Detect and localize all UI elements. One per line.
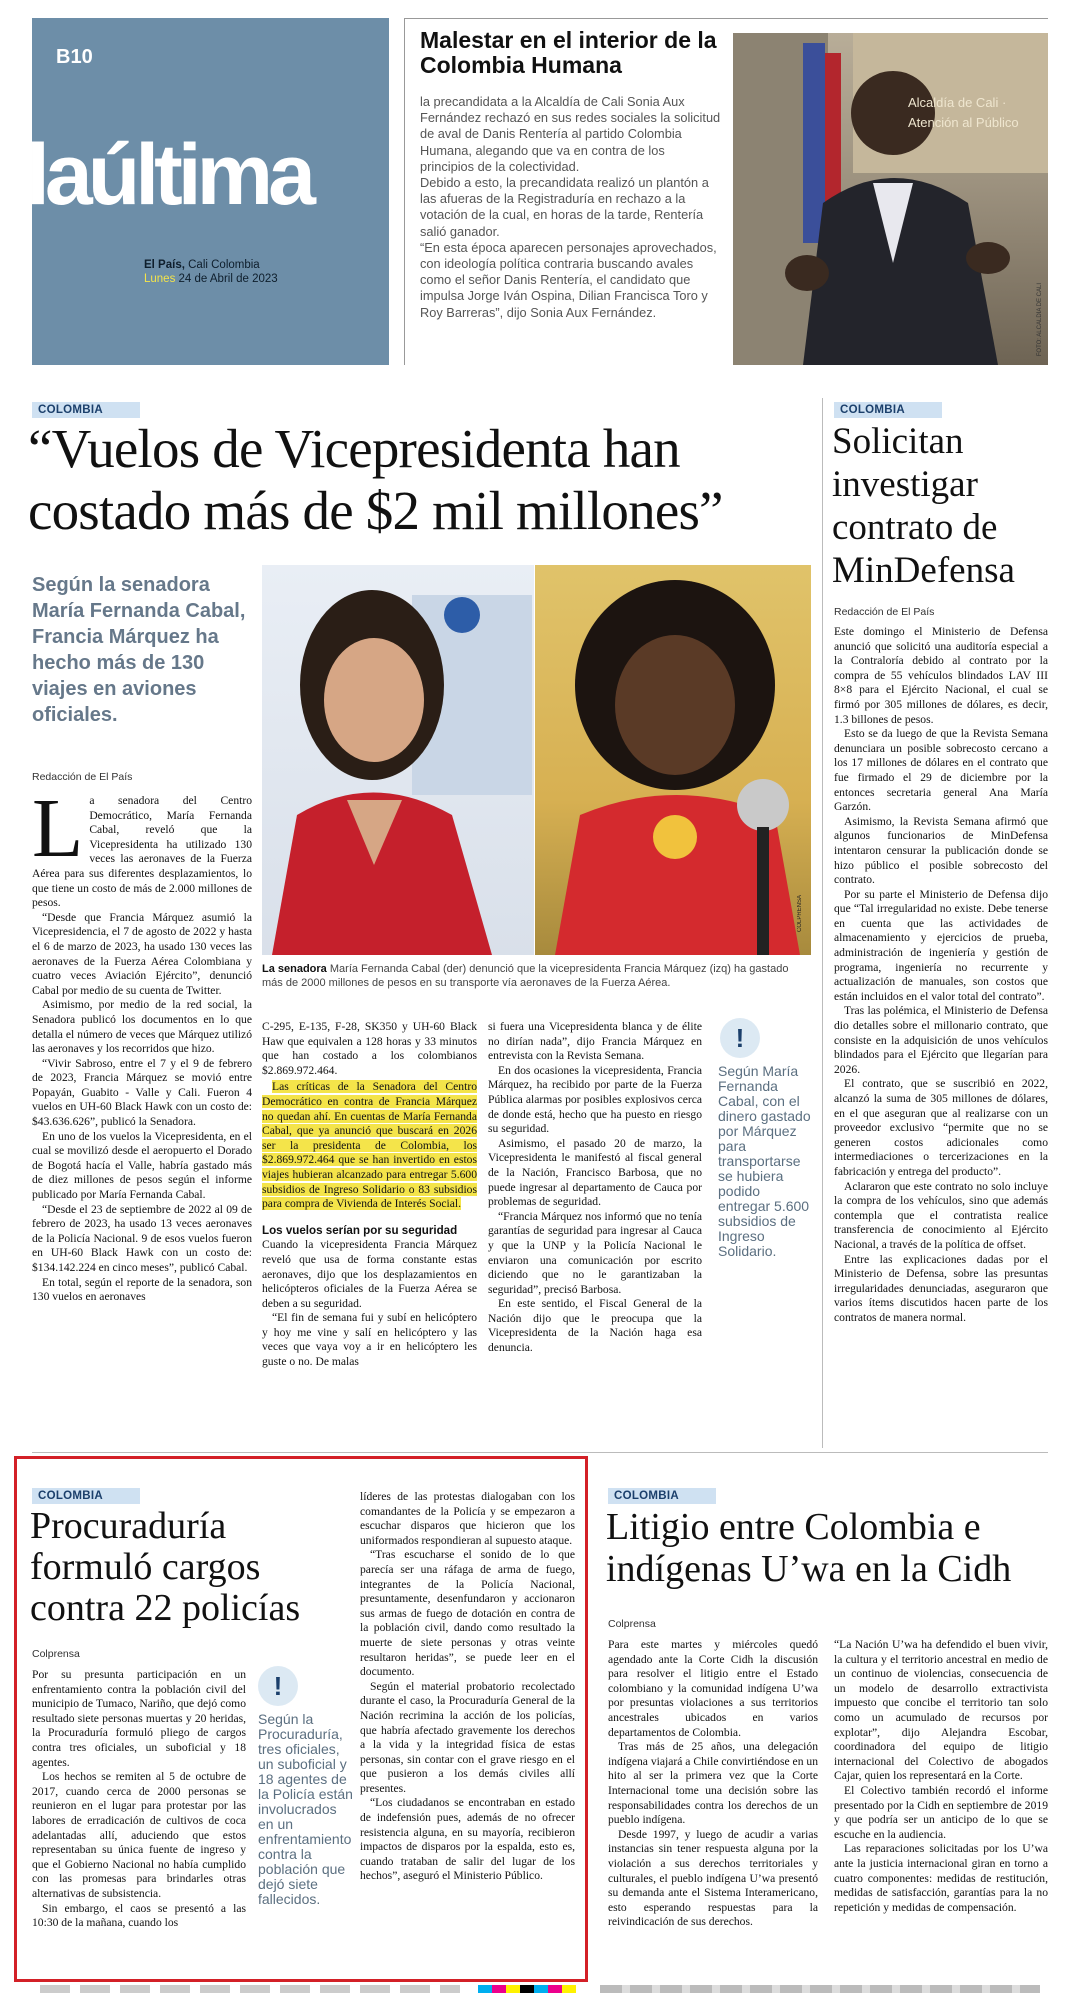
uwa-paragraph: Las reparaciones solicitadas por los U’wa ante la justicia internacional giran en torno a cuatro componentes: medidas de restitución, medidas de satisfacción, garantías para la no repetición y medidas de compensación. — [834, 1842, 1048, 1914]
top-story-paragraph: Debido a esto, la precandidata realizó un plantón a las afueras de la Registraduría en rechazo a la votación de la cual, en horas de la tarde, Rentería salió ganador. — [420, 175, 709, 239]
side-story-byline: Redacción de El País — [834, 606, 935, 618]
print-registration-bar — [478, 1985, 576, 1993]
main-paragraph: “Desde que Francia Márquez asumió la Vicepresidencia, el 7 de agosto de 2022 y hasta el 6 de marzo de 2023, ha usado 130 veces las aeronaves de la Fuerza Aérea Colombiana y cuatro veces Aviación Ejército”, denunció Cabal por medio de su cuenta de Twitter. — [32, 910, 252, 997]
main-paragraph: a senadora del Centro Democrático, María Fernanda Cabal, reveló que la Vicepresidenta ha utilizado 130 veces las aeronaves de la Fuerza Aérea para sus diferentes desplazamientos, lo que tiene un costo de más de 2.000 millones de pesos. — [32, 794, 252, 910]
color-swatch — [534, 1985, 548, 1993]
main-story-headline: “Vuelos de Vicepresidenta han costado más de $2 mil millones” — [28, 418, 723, 541]
man-in-suit-illustration — [733, 33, 1048, 365]
caption-lead: La senadora — [262, 963, 327, 975]
bottom-left-col1 — [32, 1668, 246, 1931]
main-paragraph: “Desde el 23 de septiembre de 2022 al 09 de febrero de 2023, ha usado 13 veces aeronaves de la Policía Nacional. 9 de esos vuelos fueron en UH-60 Black Hawk con un costo de: $134.142.224 en cinco meses”, publicó Cabal. — [32, 1202, 252, 1274]
side-story-headline: Solicitan investigar contrato de MinDefensa — [832, 421, 1015, 591]
bottom-right-col2 — [834, 1638, 1048, 1915]
exclamation-icon: ! — [258, 1666, 298, 1706]
section-divider — [32, 1452, 1048, 1453]
main-story-deck: Según la senadora María Fernanda Cabal, Francia Márquez ha hecho más de 130 viajes en aviones oficiales. — [32, 574, 246, 726]
procuraduria-paragraph: líderes de las protestas dialogaban con los comandantes de la Policía y se empezaron a escuchar disparos que hicieron que los uniformados respondieran al supuesto ataque. — [360, 1490, 575, 1547]
color-swatch — [548, 1985, 562, 1993]
print-gray-bar — [40, 1985, 460, 1993]
top-photo-credit: FOTO: ALCALDÍA DE CALI — [1037, 283, 1043, 357]
bottom-right-tag: COLOMBIA — [608, 1488, 716, 1504]
main-story-tag: COLOMBIA — [32, 402, 140, 418]
bottom-left-col2 — [360, 1490, 575, 1884]
main-story-byline: Redacción de El País — [32, 771, 133, 783]
bottom-right-col1 — [608, 1638, 818, 1930]
page-number: B10 — [56, 46, 93, 68]
color-swatch — [492, 1985, 506, 1993]
exclamation-icon: ! — [720, 1018, 760, 1058]
main-pull-quote: Según María Fernanda Cabal, con el dinero gastado por Márquez para transportarse se hubiera podido entregar 5.600 subsidios de Ingreso Solidario. — [718, 1063, 811, 1259]
main-story-photo-marquez — [535, 565, 811, 955]
color-swatch — [478, 1985, 492, 1993]
paper-city: Cali Colombia — [184, 259, 260, 271]
highlighted-paragraph: Las críticas de la Senadora del Centro Democrático en contra de Francia Márquez no quedan ahí. En cuentas de María Fernanda Cabal, que ya anunció que buscará en 2026 ser la presidenta de Colombia, los $2.869.972.464 que se han invertido en estos viajes hubieran alcanzado para entregar 5.600 subsidios de Ingreso Solidario o 83 subsidios para compra de Vivienda de Interés Social. — [262, 1080, 477, 1211]
weekday: Lunes — [144, 273, 176, 285]
main-photo-credit: COLPRENSA — [797, 895, 803, 933]
procuraduria-paragraph: Sin embargo, el caos se presentó a las 10:30 de la mañana, cuando los — [32, 1901, 246, 1930]
main-paragraph: Asimismo, por medio de la red social, la Senadora publicó los documentos en lo que detalla el número de veces que Márquez utilizó las aeronaves y los recorridos que hizo. — [32, 998, 252, 1056]
side-story-body — [834, 625, 1048, 1326]
main-paragraph: En dos ocasiones la vicepresidenta, Francia Márquez, ha recibido por parte de la Fuerza Pública alarmas por posibles explosivos cerca de donde está, hecho que ha puesto en riesgo su seguridad. — [488, 1063, 702, 1136]
color-swatch — [520, 1985, 534, 1993]
main-photo-caption — [262, 962, 810, 990]
main-subhead: Los vuelos serían por su seguridad — [262, 1223, 458, 1237]
paper-name: El País, — [144, 259, 185, 271]
procuraduria-paragraph: Según el material probatorio recolectado durante el caso, la Procuraduría General de la Nación recrimina la acción de los policías, que habría afectado gravemente los derechos a la vida y la integridad física de estas personas, sin contar con el grave riesgo en el que pusieron a los demás civiles allí presentes. — [360, 1679, 575, 1795]
main-paragraph: “Francia Márquez nos informó que no tenía garantías de seguridad para ingresar al Cauca y que la UNP y la Policía Nacional le enviaron una comunicación por escrito diciendo que no le garantizaban la seguridad”, precisó Barbosa. — [488, 1209, 702, 1296]
uwa-paragraph: Desde 1997, y luego de acudir a varias instancias sin tener respuesta alguna por la violación a sus derechos territoriales y culturales, el pueblo indígena U’wa presentó su demanda ante el Sistema Interamericano, esto esperando respuestas para la reivindicación de sus derechos. — [608, 1827, 818, 1929]
side-paragraph: Aclararon que este contrato no solo incluye la compra de los vehículos, sino que además contempla que el contratista realice transferencia de conocimiento al Ejército Nacional, a través de la política de offset. — [834, 1179, 1048, 1251]
uwa-paragraph: Para este martes y miércoles quedó agendado ante la Corte Cidh la discusión para resolver el litigio entre el Estado colombiano y la comunidad indígena U’wa por presuntas violaciones a sus territorios ancestrales ubicados en varios departamentos de Colombia. — [608, 1638, 818, 1739]
top-story-paragraph: la precandidata a la Alcaldía de Cali Sonia Aux Fernández rechazó en sus redes sociales la solicitud de aval de Danis Rentería al partido Colombia Humana, alegando que va en contra de los principios de la colectividad. — [420, 94, 721, 174]
main-paragraph: Cuando la vicepresidenta Francia Márquez reveló que usa de forma constante estas aeronaves, dijo que los desplazamientos en helicópteros oficiales de la Fuerza Aérea se deben a su seguridad. — [262, 1238, 477, 1310]
main-paragraph: si fuera una Vicepresidenta blanca y de élite no dirían nada”, dijo Francia Márquez en entrevista con la Revista Semana. — [488, 1020, 702, 1063]
color-swatch — [562, 1985, 576, 1993]
main-paragraph: “El fin de semana fui y subí en helicóptero y hoy me vine y salí en helicóptero y las veces que vaya voy a ir en helicóptero les guste o no. De malas — [262, 1311, 477, 1369]
main-story-col2 — [262, 1020, 477, 1370]
side-story-tag: COLOMBIA — [834, 402, 942, 418]
side-paragraph: Por su parte el Ministerio de Defensa dijo que “Tal irregularidad no existe. Debe tenerse en cuenta que las actividades de almacenamiento y ejercicios de prueba, administración de ingeniería y gestión de programa, ingeniería no recurrente y actualización de manuales, son costos que están incluidos en el valor total del contrato”. — [834, 887, 1048, 1003]
masthead-panel — [26, 18, 389, 365]
masthead-dateline — [144, 258, 278, 286]
bottom-left-pull-quote: Según la Procuraduría, tres oficiales, un suboficial y 18 agentes de la Policía están involucrados en un enfrentamiento contra la población que dejó siete fallecidos. — [258, 1711, 353, 1907]
bottom-left-headline: Procuraduría formuló cargos contra 22 policías — [30, 1505, 301, 1629]
woman-red-coat-illustration — [262, 565, 534, 955]
bottom-right-byline: Colprensa — [608, 1618, 656, 1630]
caption-text: María Fernanda Cabal (der) denunció que la vicepresidenta Francia Márquez (izq) ha gastado más de 2000 millones de pesos en su transporte vía aeronaves de la Fuerza Aérea. — [262, 963, 789, 989]
side-paragraph: Esto se da luego de que la Revista Semana denunciara un posible sobrecosto cercano a los 17 millones de dólares en el contrato que fue firmado el 29 de diciembre por la entonces secretaria general Ana María Garzón. — [834, 727, 1048, 814]
uwa-paragraph: “La Nación U’wa ha defendido el buen vivir, la cultura y el territorio ancestral en medio de un continuo de violencias, consecuencia de un modelo de desarrollo extractivista impuesto que concibe el territorio tan solo como un acumulado de recursos por explotar”, dijo Alejandra Escobar, coordinadora del equipo de litigio internacional del Colectivo de abogados Cajar, quien los representará en la Corte. — [834, 1638, 1048, 1783]
main-paragraph: C-295, E-135, F-28, SK350 y UH-60 Black Haw que equivalen a 128 horas y 33 minutos que han costado a los colombianos $2.869.972.464. — [262, 1020, 477, 1077]
uwa-paragraph: Tras más de 25 años, una delegación indígena viajará a Chile convirtiéndose en un hito al ser la primera vez que la Corte Internacional tome una decisión sobre las responsabilidades contra los derechos de un pueblo indígena. — [608, 1740, 818, 1827]
main-story-col3 — [488, 1020, 702, 1356]
main-paragraph: En uno de los vuelos la Vicepresidenta, en el cual se movilizó desde el aeropuerto el Dorado de Bogotá hacía el Valle, habría gastado más de diez millones de pesos según el informe publicado por María Fernanda Cabal. — [32, 1129, 252, 1202]
top-story-paragraph: “En esta época aparecen personajes aprovechados, con ideología política contraria buscando avales como el señor Danis Rentería, el candidato que impulsa Jorge Iván Ospina, Dilian Francisca Toro y Roy Barreras”, dijo Sonia Aux Fernández. — [420, 239, 717, 320]
side-paragraph: Tras las polémica, el Ministerio de Defensa dio detalles sobre el millonario contrato, que consiste en la adquisición de unos vehículos blindados para el Ejército que llegarían para 2026. — [834, 1004, 1048, 1076]
main-paragraph: En este sentido, el Fiscal General de la Nación dijo que le preocupa que la Vicepresidenta de la Nación haga esa denuncia. — [488, 1297, 702, 1355]
color-swatch — [506, 1985, 520, 1993]
top-story-body — [420, 94, 722, 321]
top-story-photo — [733, 33, 1048, 365]
section-logo: laúltima — [26, 127, 311, 223]
drop-cap: L — [32, 782, 84, 875]
main-paragraph: En total, según el reporte de la senadora, son 130 vuelos en aeronaves — [32, 1275, 252, 1304]
main-story-photo-cabal — [262, 565, 534, 955]
side-paragraph: Entre las explicaciones dadas por el Ministerio de Defensa, sobre las presuntas irregularidades denunciadas, aseguraron que varios ítems discutidos hacen parte de los contratos de manera normal. — [834, 1252, 1048, 1324]
print-gray-bar — [600, 1985, 1040, 1993]
uwa-paragraph: El Colectivo también recordó el informe presentado por la Cidh en septiembre de 2019 y que podría ser un anticipo de lo que se escuche en la audiencia. — [834, 1783, 1048, 1841]
side-paragraph: Este domingo el Ministerio de Defensa anunció que solicitó una auditoría especial a la Contraloría debido al contrato por la compra de 55 vehículos blindados LAV III 8×8 para el Ejército Nacional, el cual se firmó por 305 millones de dólares, es decir, 1.3 billones de pesos. — [834, 625, 1048, 726]
main-paragraph: “Vivir Sabroso, entre el 7 y el 9 de febrero de 2023, Francia Márquez se movió entre Popayán, Guabito - Valle y Cali. Fueron 4 vuelos en UH-60 Black Hawk con un costo de: $43.636.626”, publicó la Senadora. — [32, 1056, 252, 1129]
issue-date: 24 de Abril de 2023 — [175, 273, 278, 285]
side-paragraph: Asimismo, la Revista Semana afirmó que algunos funcionarios de MinDefensa intentaron censurar la publicación donde se hizo público el posible sobrecosto del contrato. — [834, 814, 1048, 887]
procuraduria-paragraph: Los hechos se remiten al 5 de octubre de 2017, cuando cerca de 2000 personas se reunieron en el lugar para protestar por las labores de erradicación de cultivos de coca adelantadas allí, aduciendo que estos representaban su única fuente de ingreso y que el Gobierno Nacional no había cumplido con las promesas para brindarles otras alternativas de subsistencia. — [32, 1770, 246, 1900]
top-story-headline: Malestar en el interior de la Colombia Humana — [420, 27, 717, 78]
main-story-col1 — [32, 782, 252, 1305]
top-photo-sign: Alcaldía de Cali · Atención al Público — [908, 95, 1019, 130]
column-divider — [822, 398, 823, 1448]
woman-microphone-illustration — [535, 565, 811, 955]
bottom-left-tag: COLOMBIA — [32, 1488, 140, 1504]
side-paragraph: El contrato, que se suscribió en 2022, alcanzó la suma de 305 millones de dólares, en el que aseguran que al realizarse con un proveedor exclusivo “permite que no se generen costos adicionales como intermediaciones o tercerizaciones en la fabricación y entrega del producto”. — [834, 1077, 1048, 1178]
procuraduria-paragraph: Por su presunta participación en un enfrentamiento contra la población civil del municipio de Tumaco, Nariño, que dejó como resultado siete personas muertas y 20 heridas, la Procuraduría formuló pliego de cargos contra tres oficiales, un suboficial y 18 agentes. — [32, 1668, 246, 1769]
procuraduria-paragraph: “Los ciudadanos se encontraban en estado de indefensión pues, además de no ofrecer resistencia alguna, en su mayoría, recibieron impactos de disparos por la espalda, esto es, cuando trataban de salir del lugar de los hechos”, aseguró el Ministerio Público. — [360, 1796, 575, 1883]
bottom-right-headline: Litigio entre Colombia e indígenas U’wa en la Cidh — [606, 1506, 1012, 1590]
bottom-left-byline: Colprensa — [32, 1648, 80, 1660]
main-paragraph: Asimismo, el pasado 20 de marzo, la Vicepresidenta le manifestó al fiscal general de la Nación, Francisco Barbosa, que no puede ingresar al departamento de Cauca por problemas de seguridad. — [488, 1136, 702, 1209]
procuraduria-paragraph: “Tras escucharse el sonido de lo que parecía ser una ráfaga de arma de fuego, integrantes de la Policía Nacional, presuntamente, desenfundaron y accionaron sus armas de fuego de dotación en contra de la población civil, dando como resultado la muerte de siete personas y otras veinte resultaron heridas”, se puede leer en el documento. — [360, 1548, 575, 1679]
